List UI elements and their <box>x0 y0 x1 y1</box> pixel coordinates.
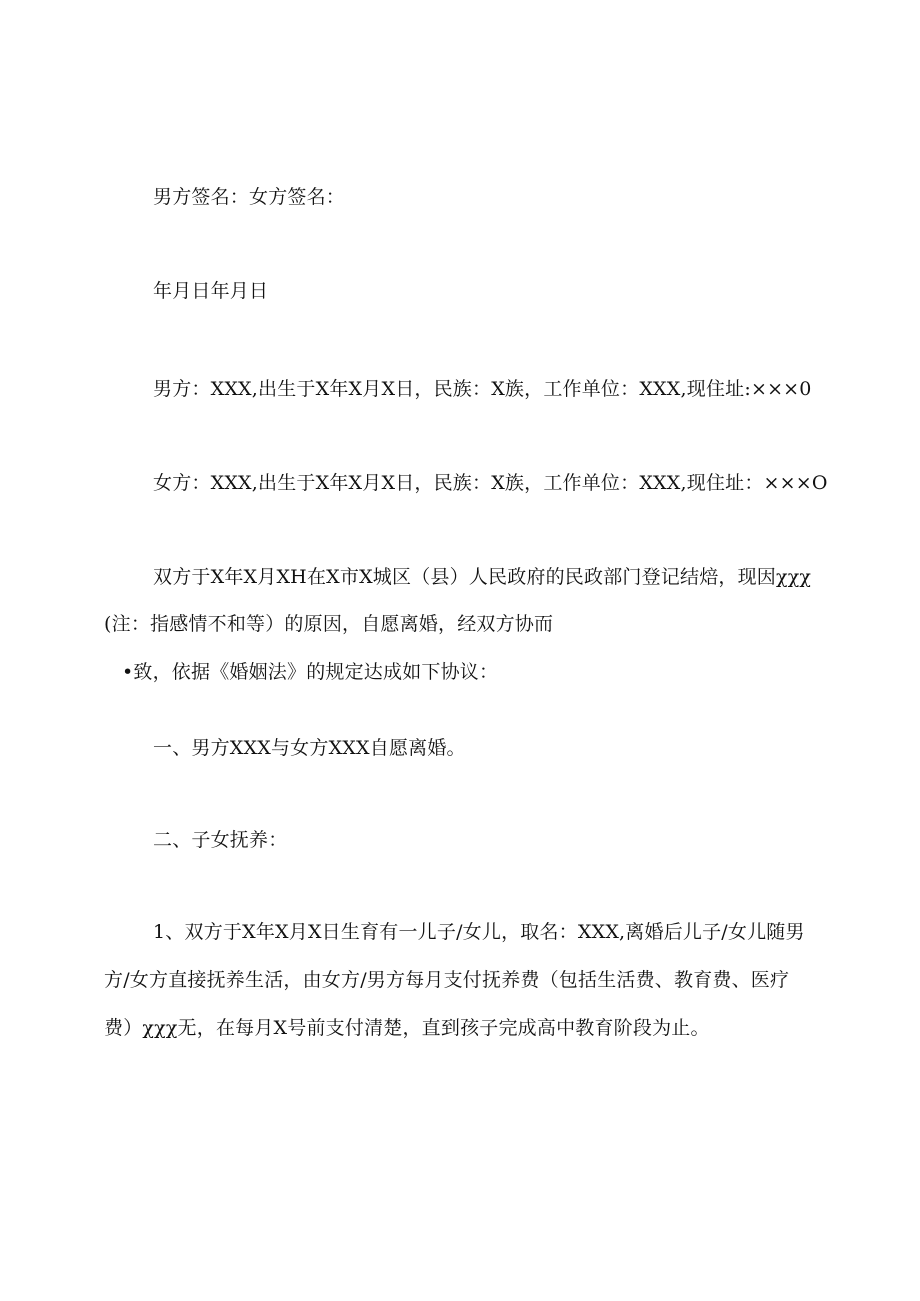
child-para-line-2: 方/女方直接抚养生活，由女方/男方每月支付抚养费（包括生活费、教育费、医疗 <box>104 969 790 991</box>
child-para-line-1: 1、双方于X年X月X日生育有一儿子/女儿，取名：XXX,离婚后儿子/女儿随男 <box>153 921 805 943</box>
clause-1: 一、男方XXX与女方XXX自愿离婚。 <box>153 737 466 759</box>
female-info-line: 女方：XXX,出生于X年X月X日，民族：X族，工作单位：XXX,现住址：×××O <box>153 472 828 494</box>
signature-line: 男方签名：女方签名： <box>153 186 346 208</box>
marriage-para-line-1: 双方于X年X月XH在X市X城区（县）人民政府的民政部门登记结焙，现因χχχ <box>153 566 812 588</box>
male-info-line: 男方：XXX,出生于X年X月X日，民族：X族，工作单位：XXX,现住址:×××0 <box>153 378 812 400</box>
child-para-line-3: 费）χχχ无，在每月X号前支付清楚，直到孩子完成高中教育阶段为止。 <box>104 1017 710 1039</box>
clause-2-heading: 二、子女抚养： <box>153 829 288 851</box>
marriage-para-line-2: (注：指感情不和等）的原因，自愿离婚，经双方协而 <box>104 613 554 635</box>
marriage-para-line-3: •致，依据《婚姻法》的规定达成如下协议： <box>122 661 499 683</box>
date-line: 年月日年月日 <box>153 280 269 302</box>
